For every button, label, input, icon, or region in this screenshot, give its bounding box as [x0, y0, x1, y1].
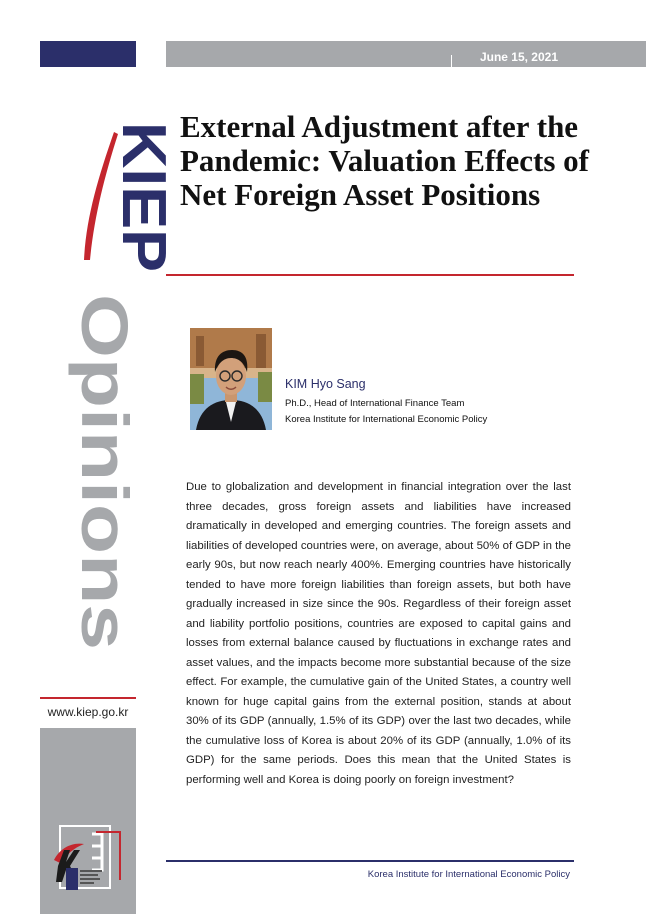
kiep-brand-text: KIEP: [109, 122, 178, 267]
left-top-bar: [40, 41, 136, 67]
footer-organization: Korea Institute for International Economic Policy: [367, 869, 570, 880]
title-rule: [166, 274, 574, 276]
body-paragraph: Due to globalization and development in financial integration over the last three decades, gross foreign assets and liabilities have increased dramatically in developed and emerging countries. The foreign assets and liabilities of developed countries were, on average, about 50% of GDP in the early 90s, but now reach nearly 400%. Emerging countries have historically tended to have more foreign liabilities than foreign assets, but both have gradually increased in size since the 90s. Regardless of their foreign asset and liability portfolio positions, countries are exposed to capital gains and losses from external balance caused by fluctuations in exchange rates and asset values, and the impacts become more substantial because of the size effect. For example, the cumulative gain of the United States, a country well known for huge capital gains from the external position, stands at about 30% of its GDP (annually, 1.5% of its GDP) over the last two decades, while the cumulative loss of Korea is about 20% of its GDP (annually, 1.0% of its GDP) for the same periods. Does this mean that the United States is performing well and Korea is doing poorly on foreign investment?: [186, 481, 571, 786]
kiep-opinions-logo: [20, 118, 178, 698]
date-divider: [451, 55, 452, 67]
author-position: Ph.D., Head of International Finance Team: [285, 398, 465, 409]
author-photo: [190, 328, 272, 430]
footer-rule: [166, 860, 574, 862]
opinions-series-text: Opinions: [68, 294, 142, 580]
date-bar: [166, 41, 646, 67]
page-title: External Adjustment after the Pandemic: Valuation Effects of Net Foreign Asset Positions: [180, 109, 590, 212]
author-affiliation: Korea Institute for International Economic Policy: [285, 414, 488, 425]
left-bottom-panel: [40, 728, 136, 914]
left-red-rule: [40, 697, 136, 699]
website-link[interactable]: www.kiep.go.kr: [47, 705, 129, 719]
publication-date: June 15, 2021: [479, 50, 558, 64]
author-name: KIM Hyo Sang: [285, 377, 366, 391]
kiep-mini-logo: [40, 728, 136, 914]
